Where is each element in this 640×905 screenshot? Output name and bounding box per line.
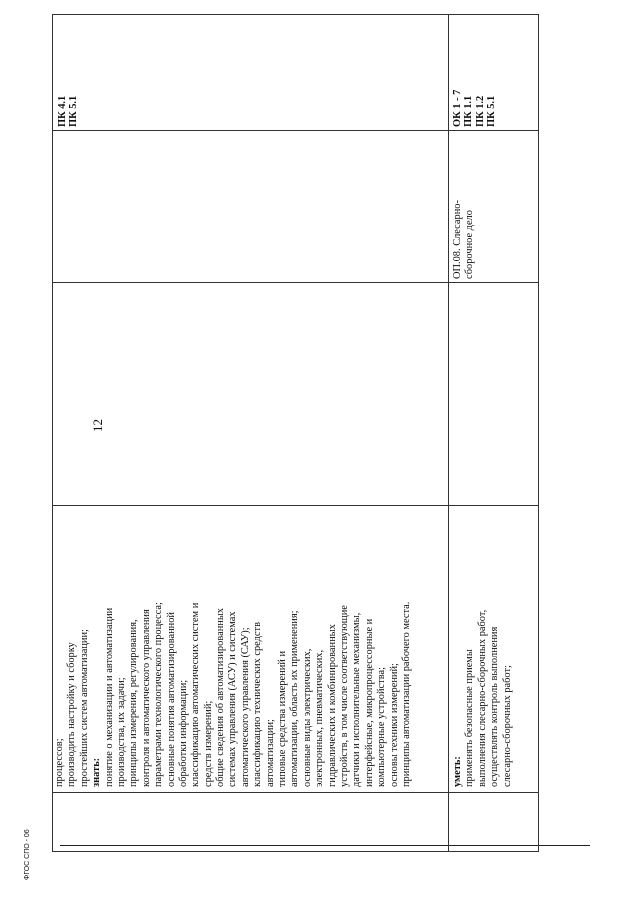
content-line: типовые средства измерений и (277, 650, 289, 787)
content-line: датчики и исполнительные механизмы, (351, 612, 363, 787)
content-line: устройств, в том числе соответствующие (338, 605, 350, 787)
competency-code: ПК 5.1 (486, 95, 498, 127)
competency-codes (452, 90, 498, 127)
competency-code: ОК 1 - 7 (452, 89, 463, 127)
content-line: процессов; (54, 738, 65, 787)
footer-code: ФГОС СПО - 06 (24, 829, 31, 880)
content-line: основные понятия автоматизированной (165, 612, 177, 787)
content-line: производства, их задачи; (115, 677, 127, 787)
discipline-line: ОП.08. Слесарно- (452, 200, 463, 279)
table-row (54, 602, 413, 787)
content-line: основы техники измерений; (388, 663, 400, 787)
competency-code: ПК 4.1 (57, 95, 68, 127)
content-line: интерфейсные, микропроцессорные и (363, 618, 375, 787)
content-line: основные виды электрических, (301, 648, 313, 787)
competency-code: ПК 1.2 (474, 95, 486, 127)
competency-code: ПК 1.1 (463, 95, 475, 127)
content-line: средств измерений; (202, 700, 214, 787)
row-divider (448, 15, 449, 851)
content-line: классификацию технических средств (252, 622, 264, 787)
competency-codes (57, 96, 80, 127)
table-frame (52, 14, 539, 852)
content-line: электронных, пневматических, (314, 649, 326, 787)
content-line: осуществлять контроль выполнения (489, 626, 501, 787)
discipline-name (452, 200, 477, 279)
content-line: автоматизации; (264, 719, 276, 787)
content-line: применять безопасные приемы (464, 649, 476, 787)
col-divider (53, 282, 538, 283)
content-line: контроля и автоматического управления (140, 609, 152, 787)
competency-code: ПК 5.1 (68, 95, 80, 127)
content-line: знать: (91, 757, 103, 787)
content-line: производить настройку и сборку (66, 642, 78, 787)
table-row (452, 610, 514, 787)
page-number: 12 (90, 419, 105, 432)
content-line: принципы автоматизации рабочего места. (400, 601, 412, 787)
content-line: общие сведения об автоматизированных (215, 607, 227, 787)
col-divider (53, 792, 538, 793)
content-line: простейших систем автоматизации; (78, 629, 90, 787)
content-line: выполнения слесарно-сборочных работ, (476, 609, 488, 787)
content-line: автоматического управления (САУ); (239, 627, 251, 787)
content-line: компьютерные устройства; (376, 667, 388, 787)
content-line: параметрами технологического процесса; (153, 602, 165, 787)
content-line: слесарно-сборочных работ; (501, 665, 513, 787)
content-line: понятие о механизации и автоматизации (103, 607, 115, 787)
content-line: обработки информации; (177, 679, 189, 787)
col-divider (53, 130, 538, 131)
content-line: классификацию автоматических систем и (190, 602, 202, 787)
content-line: гидравлических и комбинированных (326, 624, 338, 787)
content-line: системах управления (АСУ) и системах (227, 611, 239, 787)
discipline-line: сборочное дело (464, 210, 476, 279)
content-line: автоматизации, область их применения; (289, 610, 301, 787)
content-line: принципы измерения, регулирования, (128, 619, 140, 787)
col-divider (53, 505, 538, 506)
content-line: уметь: (452, 756, 463, 787)
rotated-table (52, 14, 539, 852)
